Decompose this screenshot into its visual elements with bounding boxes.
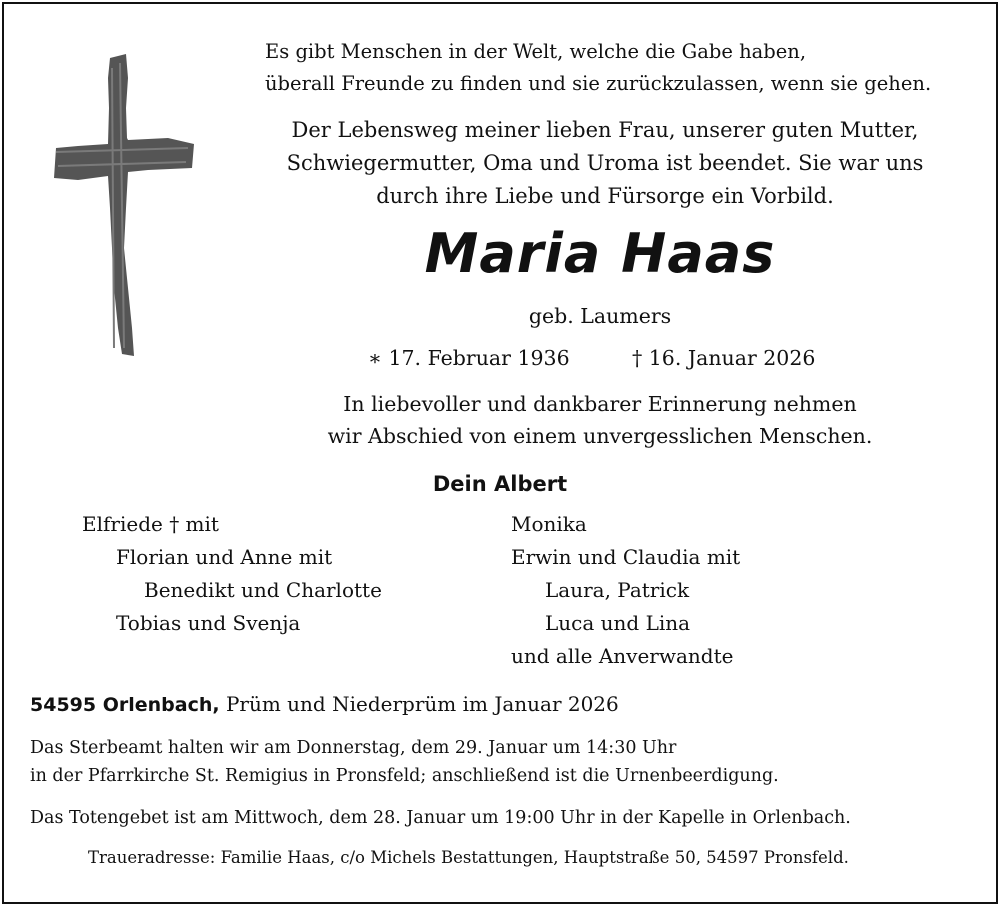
family-right-4: Luca und Lina: [545, 611, 691, 635]
birth-name: geb. Laumers: [528, 304, 672, 328]
family-right-5: und alle Anverwandte: [511, 644, 734, 668]
service-line-1: Das Sterbeamt halten wir am Donnerstag, dem 29. Januar um 14:30 Uhr: [30, 738, 677, 758]
family-left-3: Benedikt und Charlotte: [144, 578, 382, 602]
service-line-2: in der Pfarrkirche St. Remigius in Pronsfeld; anschließend ist die Urnenbeerdigung.: [30, 766, 779, 786]
family-left-2: Florian und Anne mit: [116, 545, 333, 569]
death-date: † 16. Januar 2026: [632, 346, 816, 370]
family-left-1: Elfriede † mit: [82, 512, 219, 536]
quote-line-1: Es gibt Menschen in der Welt, welche die Gabe haben,: [265, 40, 807, 63]
birth-date: ∗ 17. Februar 1936: [368, 346, 570, 370]
intro-line-3: durch ihre Liebe und Fürsorge ein Vorbild.: [376, 184, 834, 208]
place-date-line: [30, 692, 619, 716]
family-left-4: Tobias und Svenja: [116, 611, 301, 635]
farewell-line-2: wir Abschied von einem unvergesslichen Menschen.: [327, 424, 873, 448]
quote-line-2: überall Freunde zu finden und sie zurückzulassen, wenn sie gehen.: [265, 72, 932, 95]
farewell-line-1: In liebevoller und dankbarer Erinnerung nehmen: [343, 392, 857, 416]
prayer-line: Das Totengebet ist am Mittwoch, dem 28. Januar um 19:00 Uhr in der Kapelle in Orlenbach.: [30, 808, 851, 828]
place-bold: 54595 Orlenbach,: [30, 694, 220, 716]
family-right-1: Monika: [511, 512, 587, 536]
family-right-3: Laura, Patrick: [545, 578, 690, 602]
family-right-2: Erwin und Claudia mit: [511, 545, 741, 569]
deceased-name: Maria Haas: [424, 222, 776, 285]
signer: Dein Albert: [432, 472, 568, 496]
intro-line-1: Der Lebensweg meiner lieben Frau, unserer guten Mutter,: [291, 118, 919, 142]
funeral-address: Traueradresse: Familie Haas, c/o Michels Bestattungen, Hauptstraße 50, 54597 Pronsfeld.: [88, 848, 849, 867]
intro-line-2: Schwiegermutter, Oma und Uroma ist beendet. Sie war uns: [286, 151, 924, 175]
place-rest: Prüm und Niederprüm im Januar 2026: [225, 692, 619, 716]
